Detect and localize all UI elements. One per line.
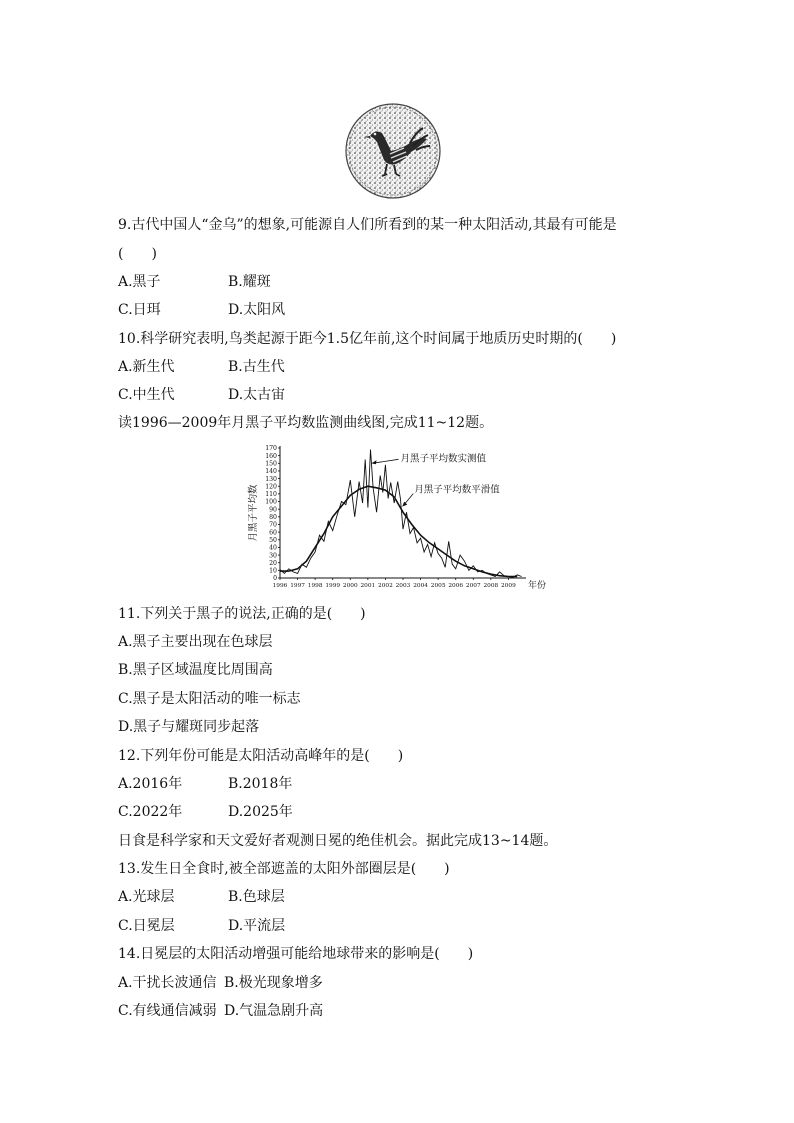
question-10-option-c[interactable]: C.中生代 — [118, 387, 175, 403]
y-tick-label: 100 — [265, 498, 277, 506]
y-tick-label: 110 — [265, 491, 277, 499]
annotation-label-smoothed: 月黑子平均数平滑值 — [414, 484, 500, 496]
question-13-stem: 13.发生日全食时,被全部遮盖的太阳外部圈层是( ) — [118, 861, 450, 877]
question-10-stem: 10.科学研究表明,鸟类起源于距今1.5亿年前,这个时间属于地质历史时期的( ) — [118, 331, 617, 347]
sunspot-chart-svg — [238, 440, 552, 596]
question-9-option-b[interactable]: B.耀斑 — [228, 274, 271, 290]
question-9-option-d[interactable]: D.太阳风 — [228, 302, 286, 318]
question-13-option-a[interactable]: A.光球层 — [118, 889, 175, 905]
question-11-stem: 11.下列关于黑子的说法,正确的是( ) — [118, 606, 366, 622]
x-tick-label: 2007 — [465, 583, 481, 589]
y-tick-label: 120 — [265, 483, 277, 491]
question-10-option-a[interactable]: A.新生代 — [118, 359, 175, 375]
question-11-option-a[interactable]: A.黑子主要出现在色球层 — [118, 634, 273, 650]
y-tick-label: 150 — [265, 460, 277, 468]
question-13-option-b[interactable]: B.色球层 — [228, 889, 285, 905]
question-9-blank: ( ) — [118, 246, 157, 262]
eclipse-intro-text: 日食是科学家和天文爱好者观测日冕的绝佳机会。据此完成13~14题。 — [118, 833, 558, 849]
x-tick-label: 2008 — [483, 583, 499, 589]
series-line-measured — [280, 450, 522, 578]
x-axis-title: 年份 — [528, 581, 547, 591]
question-14-option-d[interactable]: D.气温急剧升高 — [224, 1003, 324, 1019]
chart-intro-text: 读1996—2009年月黑子平均数监测曲线图,完成11~12题。 — [118, 415, 494, 431]
y-tick-label: 130 — [265, 475, 277, 483]
y-tick-label: 90 — [269, 506, 277, 514]
y-tick-label: 30 — [269, 552, 277, 560]
x-tick-label: 2002 — [378, 583, 393, 589]
question-12-stem: 12.下列年份可能是太阳活动高峰年的是( ) — [118, 748, 404, 764]
y-tick-label: 80 — [269, 514, 277, 522]
question-9-option-a[interactable]: A.黑子 — [118, 274, 161, 290]
annotation-arrowhead-measured — [371, 460, 376, 464]
annotation-label-measured: 月黑子平均数实测值 — [400, 453, 487, 465]
question-14-stem: 14.日冕层的太阳活动增强可能给地球带来的影响是( ) — [118, 946, 474, 962]
x-tick-label: 1996 — [272, 583, 288, 589]
x-tick-label: 2003 — [395, 583, 411, 589]
question-12-option-c[interactable]: C.2022年 — [118, 804, 183, 820]
question-13-option-c[interactable]: C.日冕层 — [118, 918, 175, 934]
y-axis-title: 月黑子平均数 — [248, 484, 259, 542]
y-tick-label: 60 — [269, 529, 277, 537]
x-tick-label: 2001 — [360, 583, 376, 589]
x-tick-label: 2009 — [501, 583, 516, 589]
series-line-smoothed — [280, 486, 517, 576]
question-13-option-d[interactable]: D.平流层 — [228, 918, 286, 934]
x-tick-label: 1998 — [307, 583, 323, 589]
question-9-option-c[interactable]: C.日珥 — [118, 302, 161, 318]
question-12-option-d[interactable]: D.2025年 — [228, 804, 293, 820]
x-tick-label: 2004 — [413, 583, 428, 589]
y-tick-label: 170 — [265, 445, 277, 453]
question-14-option-c[interactable]: C.有线通信减弱 — [118, 1003, 217, 1019]
y-tick-label: 140 — [265, 468, 277, 476]
question-14-option-a[interactable]: A.干扰长波通信 — [118, 975, 217, 991]
question-10-option-b[interactable]: B.古生代 — [228, 359, 285, 375]
question-12-option-b[interactable]: B.2018年 — [228, 776, 293, 792]
y-tick-label: 160 — [265, 452, 277, 460]
y-tick-label: 50 — [269, 536, 277, 544]
annotation-arrowhead-smoothed — [402, 502, 407, 507]
y-tick-label: 70 — [269, 521, 277, 529]
question-9-stem: 9.古代中国人“金乌”的想象,可能源自人们所看到的某一种太阳活动,其最有可能是 — [118, 217, 617, 233]
y-tick-label: 20 — [269, 559, 277, 567]
y-tick-label: 0 — [273, 575, 277, 583]
question-11-option-b[interactable]: B.黑子区域温度比周围高 — [118, 662, 273, 678]
question-11-option-d[interactable]: D.黑子与耀斑同步起落 — [118, 719, 260, 735]
question-12-option-a[interactable]: A.2016年 — [118, 776, 183, 792]
sunspot-chart — [238, 440, 552, 596]
x-tick-label: 1997 — [290, 583, 305, 589]
question-14-option-b[interactable]: B.极光现象增多 — [224, 975, 323, 991]
x-tick-label: 1999 — [325, 583, 341, 589]
x-tick-label: 2005 — [430, 583, 446, 589]
golden-crow-relief-icon — [344, 102, 442, 200]
y-tick-label: 40 — [269, 544, 277, 552]
x-tick-label: 2000 — [342, 583, 358, 589]
annotation-arrow-measured — [372, 459, 398, 463]
question-11-option-c[interactable]: C.黑子是太阳活动的唯一标志 — [118, 691, 301, 707]
question-10-option-d[interactable]: D.太古宙 — [228, 387, 286, 403]
x-tick-label: 2006 — [448, 583, 464, 589]
y-tick-label: 10 — [269, 567, 277, 575]
